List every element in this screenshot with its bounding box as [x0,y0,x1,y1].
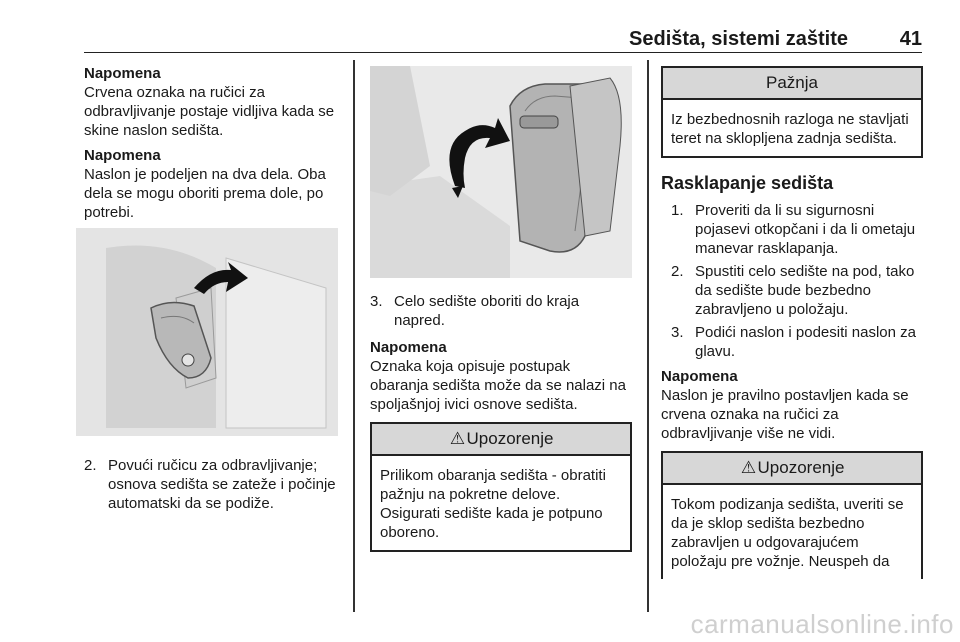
column-3 [661,64,923,579]
step-number: 3. [370,293,383,310]
warning-box [661,451,923,579]
step-item [671,323,923,361]
warning-title: Upozorenje [466,429,554,448]
page-header [84,28,922,53]
step-text: Proveriti da li su sigurnosni pojasevi otkopčani i da li ometaju manevar rasklapanja. [695,202,916,257]
caution-text: Iz bezbednosnih razloga ne stavljati teret na sklopljena zadnja sedišta. [671,111,909,147]
page-number: 41 [899,28,922,50]
watermark: carmanualsonline.info [690,609,954,639]
step-list [661,201,923,361]
step-item [671,201,923,258]
note-block [84,64,342,140]
note-text: Crvena oznaka na ručici za odbravljivanje postaje vidljiva kada se skine naslon sedišta. [84,84,335,139]
step-item [370,292,632,330]
step-number: 3. [671,324,684,341]
step-item [671,262,923,319]
section-title: Sedišta, sistemi zaštite [629,28,848,50]
note-block [370,338,632,414]
note-title: Napomena [661,368,738,385]
warning-header [372,424,630,456]
note-block [661,367,923,443]
step-text: Povući ručicu za odbravljivanje; osnova sedišta se zateže i počinje automatski da se podiže. [108,457,336,512]
step-text: Spustiti celo sedište na pod, tako da sedište bude bezbedno zabravljeno u položaju. [695,263,915,318]
warning-text: Prilikom obaranja sedišta - obratiti pažnju na pokretne delove. Osigurati sedište kada je potpuno oboreno. [380,467,606,541]
warning-triangle-icon: ⚠ [449,429,466,448]
section-heading: Rasklapanje sedišta [661,173,834,193]
step-number: 2. [671,263,684,280]
note-title: Napomena [84,147,161,164]
warning-box [370,422,632,552]
note-block [84,146,342,222]
column-2 [370,64,632,552]
note-text: Naslon je podeljen na dva dela. Oba dela se mogu oboriti prema dole, po potrebi. [84,166,326,221]
column-1 [84,64,342,513]
step-text: Celo sedište oboriti do kraja napred. [394,293,580,329]
caution-box [661,66,923,158]
caution-header: Pažnja [663,68,921,100]
step-number: 1. [671,202,684,219]
release-lever-illustration [76,228,338,436]
note-title: Napomena [370,339,447,356]
column-divider-1 [353,60,355,612]
release-lever-drawing [76,228,338,436]
fold-seat-drawing [370,66,632,278]
note-text: Oznaka koja opisuje postupak obaranja sedišta može da se nalazi na spoljašnjoj ivici osnove sedišta. [370,358,626,413]
note-title: Napomena [84,65,161,82]
step-number: 2. [84,457,97,474]
warning-text: Tokom podizanja sedišta, uveriti se da je sklop sedišta bezbedno zabravljen u odgovarajućem položaju pre vožnje. Neuspeh da [671,496,904,570]
column-divider-2 [647,60,649,612]
step-text: Podići naslon i podesiti naslon za glavu. [695,324,916,360]
fold-seat-illustration [370,66,632,278]
warning-title: Upozorenje [757,458,845,477]
step-item [84,456,342,513]
warning-triangle-icon: ⚠ [740,458,757,477]
note-text: Naslon je pravilno postavljen kada se crvena oznaka na ručici za odbravljivanje više ne vidi. [661,387,909,442]
warning-header [663,453,921,485]
